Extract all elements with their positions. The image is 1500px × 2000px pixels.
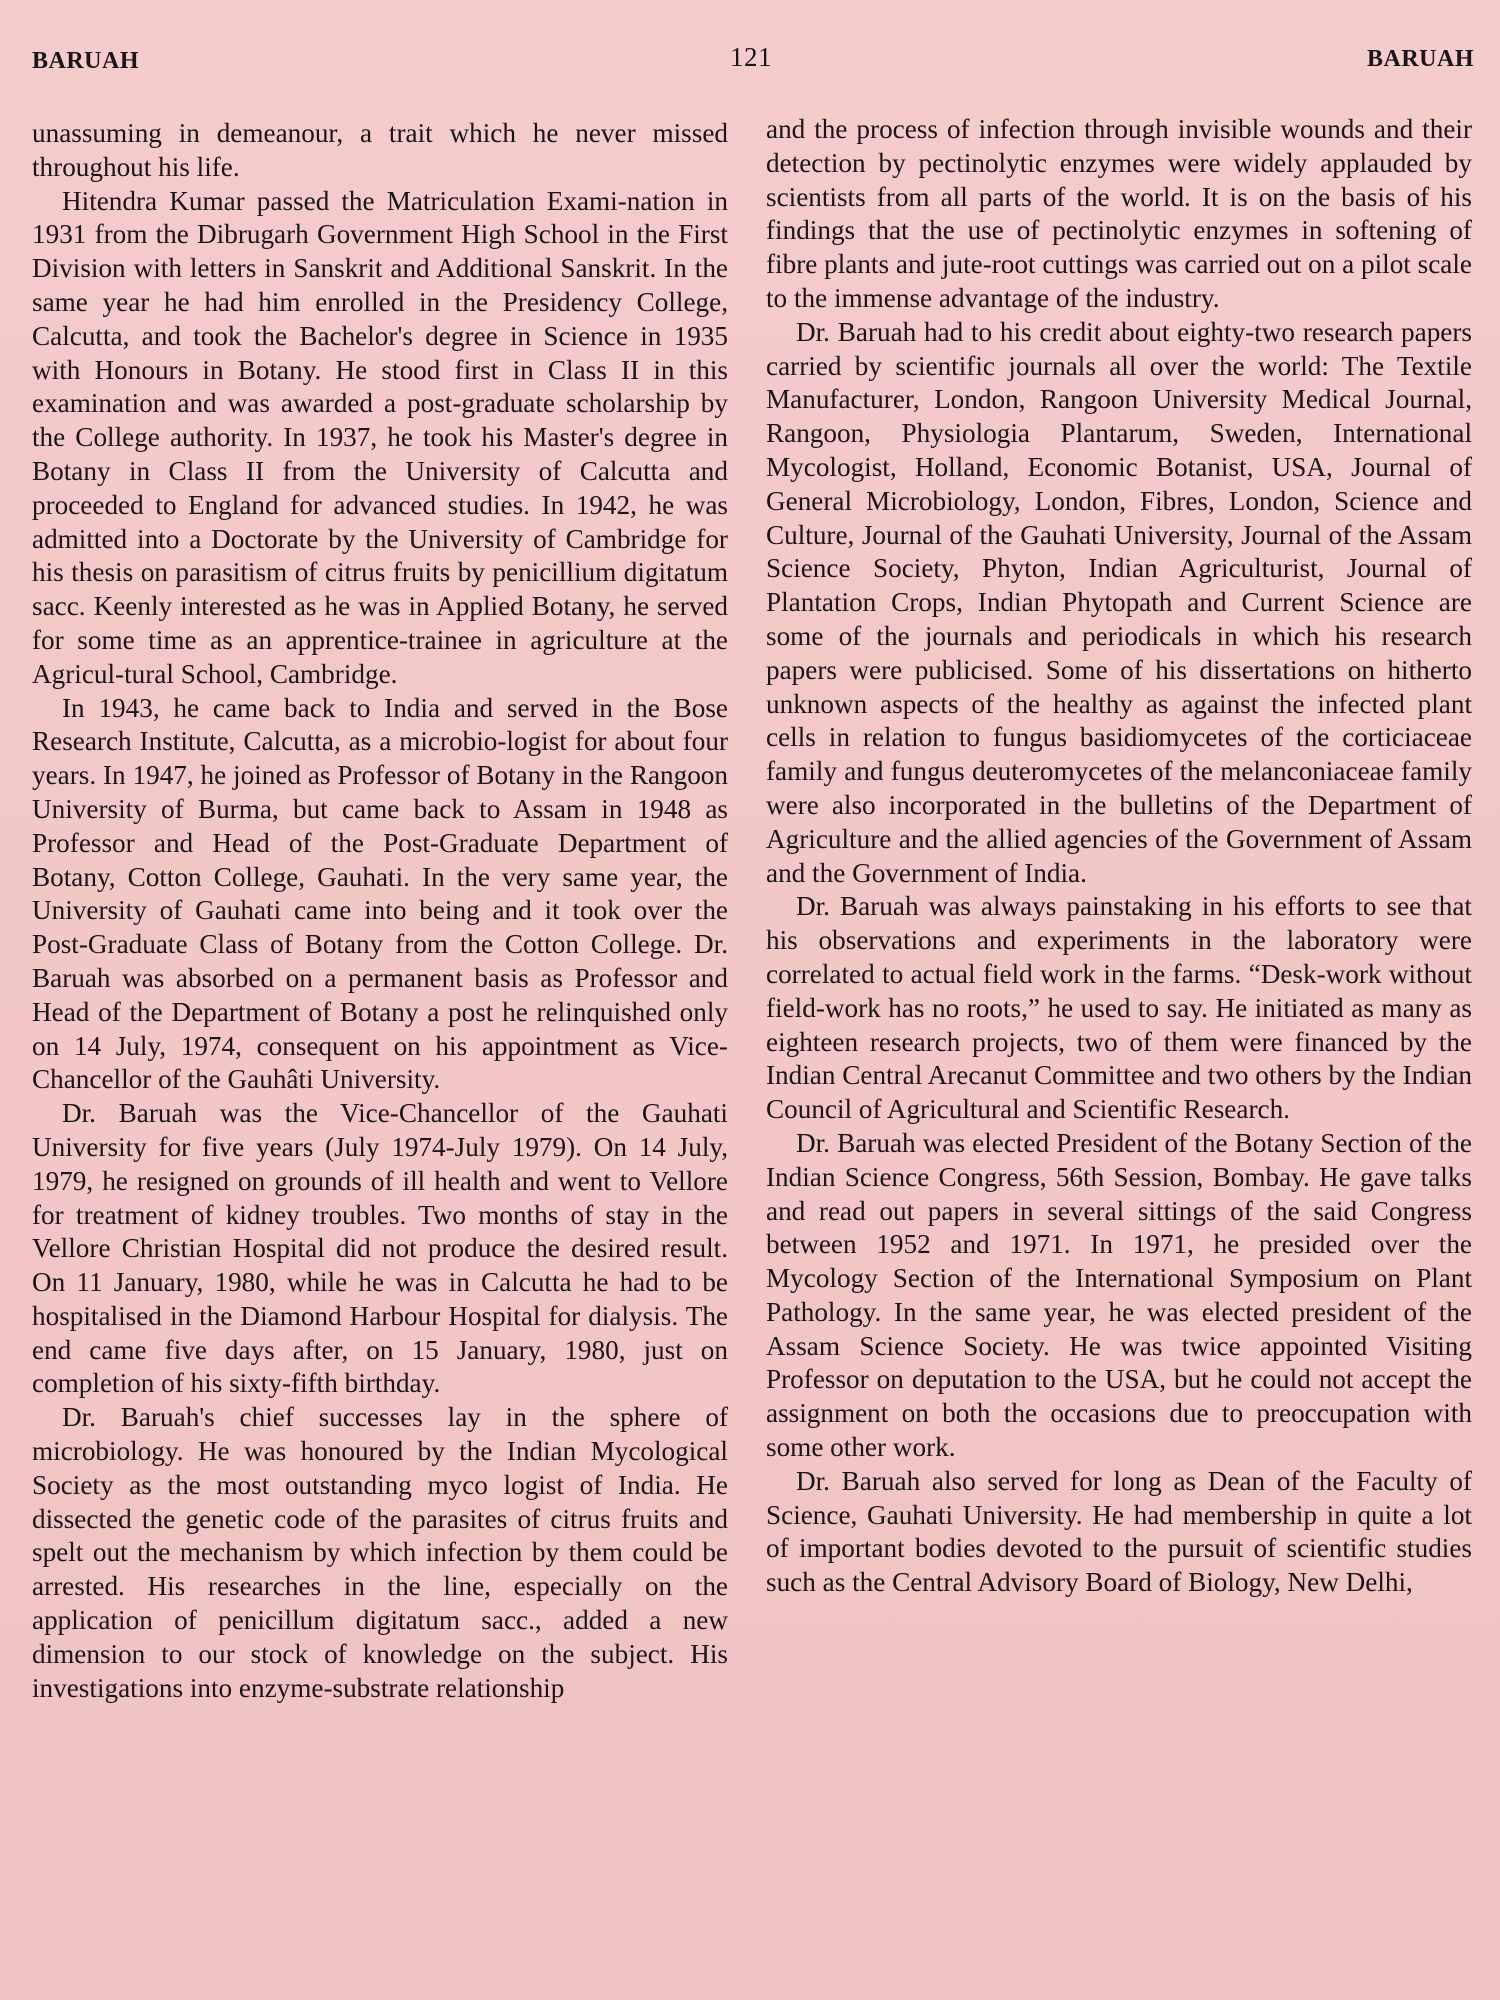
right-column	[766, 113, 1472, 1600]
running-head-right: BARUAH	[1366, 46, 1474, 72]
left-column	[32, 117, 728, 1705]
paragraph: In 1943, he came back to India and served in the Bose Research Institute, Calcutta, as a microbio-logist for about four years. In 1947, he joined as Professor of Botany in the Rangoon University of Burma, but came back to Assam in 1948 as Professor and Head of the Post-Graduate Department of Botany, Cotton College, Gauhati. In the very same year, the University of Gauhati came into being and it took over the Post-Graduate Class of Botany from the Cotton College. Dr. Baruah was absorbed on a permanent basis as Professor and Head of the Department of Botany a post he relinquished only on 14 July, 1974, consequent on his appointment as Vice-Chancellor of the Gauhâti University.	[32, 692, 728, 1095]
paragraph: unassuming in demeanour, a trait which he never missed throughout his life.	[32, 118, 728, 182]
paragraph: Dr. Baruah was elected President of the Botany Section of the Indian Science Congress, 56th Session, Bombay. He gave talks and read out papers in several sittings of the said Congress between 1952 and 1971. In 1971, he presided over the Mycology Section of the International Symposium on Plant Pathology. In the same year, he was elected president of the Assam Science Society. He was twice appointed Visiting Professor on deputation to the USA, but he could not accept the assignment on both the occasions due to preoccupation with some other work.	[766, 1127, 1472, 1463]
paragraph: Hitendra Kumar passed the Matriculation Exami-nation in 1931 from the Dibrugarh Government High School in the First Division with letters in Sanskrit and Additional Sanskrit. In the same year he had him enrolled in the Presidency College, Calcutta, and took the Bachelor's degree in Science in 1935 with Honours in Botany. He stood first in Class II in this examination and was awarded a post-graduate scholarship by the College authority. In 1937, he took his Master's degree in Botany in Class II from the University of Calcutta and proceeded to England for advanced studies. In 1942, he was admitted into a Doctorate by the University of Cambridge for his thesis on parasitism of citrus fruits by penicillium digitatum sacc. Keenly interested as he was in Applied Botany, he served for some time as an apprentice-trainee in agriculture at the Agricul-tural School, Cambridge.	[32, 185, 728, 689]
running-head-left: BARUAH	[32, 48, 140, 74]
paragraph: Dr. Baruah was always painstaking in his efforts to see that his observations and experiments in the laboratory were correlated to actual field work in the farms. “Desk-work without field-work has no roots,” he used to say. He initiated as many as eighteen research projects, two of them were financed by the Indian Central Arecanut Committee and two others by the Indian Council of Agricultural and Scientific Research.	[766, 891, 1472, 1125]
paragraph: Dr. Baruah's chief successes lay in the sphere of microbiology. He was honoured by the Indian Mycological Society as the most outstanding myco logist of India. He dissected the genetic code of the parasites of citrus fruits and spelt out the mechanism by which infection by them could be arrested. His researches in the line, especially on the application of penicillum digitatum sacc., added a new dimension to our stock of knowledge on the subject. His investigations into enzyme-substrate relationship	[32, 1402, 728, 1703]
paragraph: Dr. Baruah also served for long as Dean of the Faculty of Science, Gauhati University. He had membership in quite a lot of important bodies devoted to the pursuit of scientific studies such as the Central Advisory Board of Biology, New Delhi,	[766, 1465, 1472, 1598]
page-number: 121	[730, 42, 772, 72]
page-header	[28, 42, 1474, 82]
paragraph: Dr. Baruah had to his credit about eighty-two research papers carried by scientific journals all over the world: The Textile Manufacturer, London, Rangoon University Medical Journal, Rangoon, Physiologia Plantarum, Sweden, International Mycologist, Holland, Economic Botanist, USA, Journal of General Microbiology, London, Fibres, London, Science and Culture, Journal of the Gauhati University, Journal of the Assam Science Society, Phyton, Indian Agriculturist, Journal of Plantation Crops, Indian Phytopath and Current Science are some of the journals and periodicals in which his research papers were publicised. Some of his dissertations on hitherto unknown aspects of the healthy as against the infected plant cells in relation to fungus basidiomycetes of the corticiaceae family and fungus deuteromycetes of the melanconiaceae family were also incorporated in the bulletins of the Department of Agriculture and the allied agencies of the Government of Assam and the Government of India.	[766, 316, 1472, 888]
paragraph: and the process of infection through invisible wounds and their detection by pectinolytic enzymes were widely applauded by scientists from all parts of the world. It is on the basis of his findings that the use of pectinolytic enzymes in softening of fibre plants and jute-root cuttings was carried out on a pilot scale to the immense advantage of the industry.	[766, 114, 1472, 313]
paragraph: Dr. Baruah was the Vice-Chancellor of the Gauhati University for five years (July 1974-July 1979). On 14 July, 1979, he resigned on grounds of ill health and went to Vellore for treatment of kidney troubles. Two months of stay in the Vellore Christian Hospital did not produce the desired result. On 11 January, 1980, while he was in Calcutta he had to be hospitalised in the Diamond Harbour Hospital for dialysis. The end came five days after, on 15 January, 1980, just on completion of his sixty-fifth birthday.	[32, 1098, 728, 1399]
